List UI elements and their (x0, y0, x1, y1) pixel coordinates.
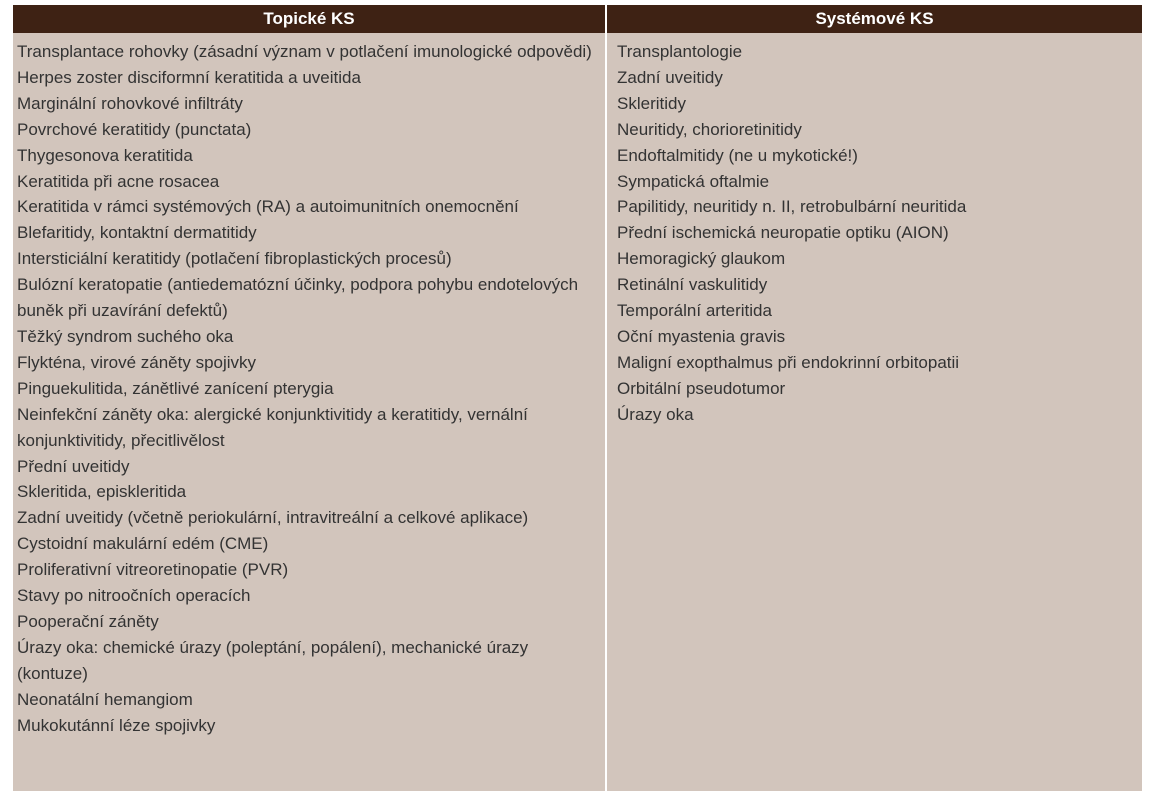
topical-list-item: Těžký syndrom suchého oka (17, 326, 234, 346)
topical-list-item: Keratitida při acne rosacea (17, 171, 220, 191)
systemic-list-item: Papilitidy, neuritidy n. II, retrobulbární neuritida (617, 197, 967, 217)
systemic-list-item: Oční myastenia gravis (617, 326, 786, 346)
systemic-list-item: Zadní uveitidy (617, 67, 723, 87)
topical-list-item: Mukokutánní léze spojivky (17, 715, 216, 735)
topical-list-item: Zadní uveitidy (včetně periokulární, intravitreální a celkové aplikace) (17, 508, 529, 528)
systemic-list-item: Sympatická oftalmie (617, 171, 770, 191)
systemic-list-item: Skleritidy (617, 93, 686, 113)
table-body-row (13, 33, 1142, 791)
topical-list-item: Neonatální hemangiom (17, 689, 193, 709)
systemic-list-item: Úrazy oka (617, 404, 694, 424)
topical-list-item: Povrchové keratitidy (punctata) (17, 119, 252, 139)
topical-list-item: Pooperační záněty (17, 611, 159, 631)
topical-list-item: Pinguekulitida, zánětlivé zanícení pterygia (17, 378, 334, 398)
topical-list-item: Thygesonova keratitida (17, 145, 193, 165)
systemic-list-item: Orbitální pseudotumor (617, 378, 786, 398)
topical-list-item: Cystoidní makulární edém (CME) (17, 534, 269, 554)
systemic-list-item: Neuritidy, chorioretinitidy (617, 119, 802, 139)
systemic-list-item: Transplantologie (617, 42, 743, 61)
topical-list-item: Herpes zoster disciformní keratitida a uveitida (17, 67, 361, 87)
systemic-list-item: Retinální vaskulitidy (617, 275, 768, 295)
topical-list-item: Intersticiální keratitidy (potlačení fibroplastických procesů) (17, 249, 452, 269)
systemic-list (607, 33, 1142, 791)
systemic-list-item: Hemoragický glaukom (617, 249, 786, 269)
topical-list-item: Keratitida v rámci systémových (RA) a autoimunitních onemocnění (17, 197, 519, 217)
systemic-list-item: Temporální arteritida (617, 301, 772, 321)
systemic-list-item: Endoftalmitidy (ne u mykotické!) (617, 145, 858, 165)
comparison-table (13, 5, 1142, 791)
topical-list-item: Přední uveitidy (17, 456, 130, 476)
topical-list-item: Úrazy oka: chemické úrazy (poleptání, popálení), mechanické úrazy (kontuze) (17, 637, 529, 683)
topical-list-item: Flykténa, virové záněty spojivky (17, 352, 257, 372)
topical-list-item: Stavy po nitroočních operacích (17, 586, 251, 606)
header-systemic: Systémové KS (815, 9, 934, 28)
topical-list-item: Bulózní keratopatie (antiedematózní účinky, podpora pohybu endotelových buněk při uzavírání defektů) (17, 275, 579, 321)
topical-list-item: Transplantace rohovky (zásadní význam v potlačení imunologické odpovědi) (17, 42, 592, 61)
header-topical: Topické KS (13, 5, 607, 33)
topical-list-item: Proliferativní vitreoretinopatie (PVR) (17, 560, 289, 580)
topical-list (13, 33, 607, 791)
topical-list-item: Skleritida, episkleritida (17, 482, 187, 502)
topical-list-item: Marginální rohovkové infiltráty (17, 93, 243, 113)
table-header-row (13, 5, 1142, 33)
topical-list-item: Neinfekční záněty oka: alergické konjunktivitidy a keratitidy, vernální konjunktivitidy, přecitlivělost (17, 404, 528, 450)
topical-list-item: Blefaritidy, kontaktní dermatitidy (17, 223, 257, 243)
systemic-list-item: Maligní exopthalmus při endokrinní orbitopatii (617, 352, 960, 372)
systemic-list-item: Přední ischemická neuropatie optiku (AION) (617, 223, 949, 243)
